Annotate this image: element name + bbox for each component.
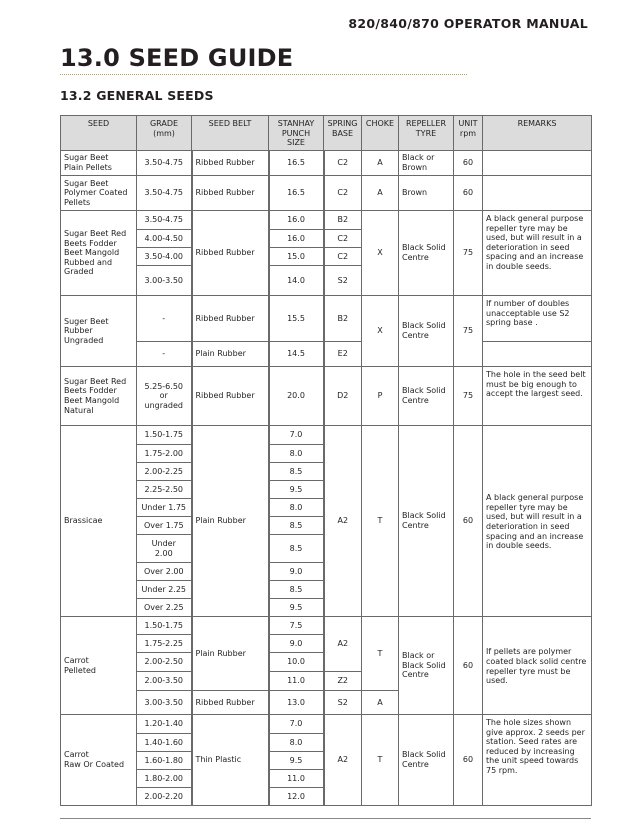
punch-size-cell: 8.5 bbox=[269, 581, 324, 599]
grade-cell: 2.25-2.50 bbox=[137, 481, 192, 499]
unit-rpm-cell: 60 bbox=[454, 151, 483, 176]
grade-cell: Under 2.25 bbox=[137, 581, 192, 599]
remarks-cell bbox=[483, 176, 592, 211]
choke-cell: X bbox=[362, 296, 399, 367]
grade-cell: Under 2.00 bbox=[137, 535, 192, 563]
grade-cell: 1.75-2.25 bbox=[137, 635, 192, 653]
punch-size-cell: 13.0 bbox=[269, 691, 324, 715]
spring-base-cell: Z2 bbox=[324, 672, 362, 691]
grade-cell: Over 2.25 bbox=[137, 599, 192, 617]
punch-size-cell: 8.0 bbox=[269, 734, 324, 752]
choke-cell: T bbox=[362, 426, 399, 617]
punch-size-cell: 10.0 bbox=[269, 653, 324, 672]
table-header-row bbox=[61, 116, 592, 151]
spring-base-cell: S2 bbox=[324, 266, 362, 296]
column-header-seed: SEED bbox=[61, 116, 137, 151]
repeller-tyre-cell: Brown bbox=[399, 176, 454, 211]
punch-size-cell: 8.0 bbox=[269, 445, 324, 463]
punch-size-cell: 11.0 bbox=[269, 672, 324, 691]
seed-belt-cell: Plain Rubber bbox=[192, 426, 269, 617]
spring-base-cell: C2 bbox=[324, 248, 362, 266]
punch-size-cell: 16.0 bbox=[269, 211, 324, 230]
seed-cell: Sugar Beet Red Beets Fodder Beet Mangold Natural bbox=[61, 367, 137, 426]
table-row bbox=[61, 176, 592, 211]
grade-cell: Over 1.75 bbox=[137, 517, 192, 535]
repeller-tyre-cell: Black Solid Centre bbox=[399, 426, 454, 617]
column-header-remarks: REMARKS bbox=[483, 116, 592, 151]
punch-size-cell: 15.0 bbox=[269, 248, 324, 266]
grade-cell: 1.50-1.75 bbox=[137, 426, 192, 445]
seed-belt-cell: Ribbed Rubber bbox=[192, 151, 269, 176]
section-title: 13.0 SEED GUIDE bbox=[60, 44, 294, 72]
punch-size-cell: 16.0 bbox=[269, 230, 324, 248]
grade-cell: 5.25-6.50 or ungraded bbox=[137, 367, 192, 426]
grade-cell: 2.00-2.20 bbox=[137, 788, 192, 806]
table-row bbox=[61, 617, 592, 635]
punch-size-cell: 8.5 bbox=[269, 535, 324, 563]
punch-size-cell: 11.0 bbox=[269, 770, 324, 788]
manual-title: 820/840/870 OPERATOR MANUAL bbox=[348, 16, 588, 31]
punch-size-cell: 7.5 bbox=[269, 617, 324, 635]
unit-rpm-cell: 60 bbox=[454, 617, 483, 715]
punch-size-cell: 16.5 bbox=[269, 176, 324, 211]
page-bottom-rule bbox=[60, 818, 591, 819]
repeller-tyre-cell: Black Solid Centre bbox=[399, 715, 454, 806]
column-header-punch-size: STANHAY PUNCH SIZE bbox=[269, 116, 324, 151]
choke-cell: X bbox=[362, 211, 399, 296]
spring-base-cell: C2 bbox=[324, 151, 362, 176]
table-row bbox=[61, 715, 592, 734]
spring-base-cell: D2 bbox=[324, 367, 362, 426]
unit-rpm-cell: 60 bbox=[454, 426, 483, 617]
punch-size-cell: 20.0 bbox=[269, 367, 324, 426]
grade-cell: Over 2.00 bbox=[137, 563, 192, 581]
column-header-repeller-tyre: REPELLER TYRE bbox=[399, 116, 454, 151]
repeller-tyre-cell: Black or Black Solid Centre bbox=[399, 617, 454, 715]
punch-size-cell: 14.5 bbox=[269, 342, 324, 367]
punch-size-cell: 9.5 bbox=[269, 599, 324, 617]
remarks-cell: The hole sizes shown give approx. 2 seeds per station. Seed rates are reduced by increasing the unit speed towards 75 rpm. bbox=[483, 715, 592, 806]
seed-belt-cell: Ribbed Rubber bbox=[192, 176, 269, 211]
seed-cell: Brassicae bbox=[61, 426, 137, 617]
remarks-cell: If pellets are polymer coated black solid centre repeller tyre must be used. bbox=[483, 617, 592, 715]
punch-size-cell: 14.0 bbox=[269, 266, 324, 296]
punch-size-cell: 12.0 bbox=[269, 788, 324, 806]
column-header-spring-base: SPRING BASE bbox=[324, 116, 362, 151]
unit-rpm-cell: 75 bbox=[454, 211, 483, 296]
grade-cell: - bbox=[137, 296, 192, 342]
choke-cell: T bbox=[362, 715, 399, 806]
choke-cell: A bbox=[362, 176, 399, 211]
seed-cell: Carrot Raw Or Coated bbox=[61, 715, 137, 806]
grade-cell: 3.50-4.75 bbox=[137, 176, 192, 211]
seed-belt-cell: Ribbed Rubber bbox=[192, 211, 269, 296]
grade-cell: 3.50-4.00 bbox=[137, 248, 192, 266]
column-header-unit-rpm: UNIT rpm bbox=[454, 116, 483, 151]
unit-rpm-cell: 60 bbox=[454, 715, 483, 806]
table-row bbox=[61, 296, 592, 342]
punch-size-cell: 7.0 bbox=[269, 715, 324, 734]
punch-size-cell: 9.5 bbox=[269, 481, 324, 499]
remarks-cell: If number of doubles unacceptable use S2 spring base . bbox=[483, 296, 592, 342]
grade-cell: 1.60-1.80 bbox=[137, 752, 192, 770]
remarks-cell: A black general purpose repeller tyre may be used, but will result in a deterioration in seed spacing and an increase in double seeds. bbox=[483, 211, 592, 296]
repeller-tyre-cell: Black or Brown bbox=[399, 151, 454, 176]
punch-size-cell: 8.5 bbox=[269, 463, 324, 481]
table-row bbox=[61, 211, 592, 230]
choke-cell: T bbox=[362, 617, 399, 691]
repeller-tyre-cell: Black Solid Centre bbox=[399, 367, 454, 426]
unit-rpm-cell: 75 bbox=[454, 367, 483, 426]
seed-cell: Sugar Beet Red Beets Fodder Beet Mangold Rubbed and Graded bbox=[61, 211, 137, 296]
choke-cell: A bbox=[362, 151, 399, 176]
spring-base-cell: A2 bbox=[324, 426, 362, 617]
title-divider bbox=[60, 74, 467, 75]
spring-base-cell: A2 bbox=[324, 617, 362, 672]
grade-cell: 1.80-2.00 bbox=[137, 770, 192, 788]
grade-cell: 1.50-1.75 bbox=[137, 617, 192, 635]
column-header-choke: CHOKE bbox=[362, 116, 399, 151]
punch-size-cell: 7.0 bbox=[269, 426, 324, 445]
spring-base-cell: S2 bbox=[324, 691, 362, 715]
grade-cell: 1.40-1.60 bbox=[137, 734, 192, 752]
remarks-cell bbox=[483, 151, 592, 176]
spring-base-cell: B2 bbox=[324, 211, 362, 230]
seed-cell: Sugar Beet Plain Pellets bbox=[61, 151, 137, 176]
seed-cell: Carrot Pelleted bbox=[61, 617, 137, 715]
subsection-title: 13.2 GENERAL SEEDS bbox=[60, 88, 214, 103]
punch-size-cell: 9.5 bbox=[269, 752, 324, 770]
punch-size-cell: 8.5 bbox=[269, 517, 324, 535]
grade-cell: Under 1.75 bbox=[137, 499, 192, 517]
punch-size-cell: 16.5 bbox=[269, 151, 324, 176]
choke-cell: P bbox=[362, 367, 399, 426]
seed-belt-cell: Plain Rubber bbox=[192, 342, 269, 367]
grade-cell: 2.00-2.25 bbox=[137, 463, 192, 481]
seed-belt-cell: Ribbed Rubber bbox=[192, 296, 269, 342]
seed-cell: Suger Beet Rubber Ungraded bbox=[61, 296, 137, 367]
table-row bbox=[61, 342, 592, 367]
grade-cell: 1.75-2.00 bbox=[137, 445, 192, 463]
seed-cell: Sugar Beet Polymer Coated Pellets bbox=[61, 176, 137, 211]
punch-size-cell: 9.0 bbox=[269, 563, 324, 581]
grade-cell: 3.50-4.75 bbox=[137, 211, 192, 230]
grade-cell: 2.00-3.50 bbox=[137, 672, 192, 691]
spring-base-cell: A2 bbox=[324, 715, 362, 806]
repeller-tyre-cell: Black Solid Centre bbox=[399, 296, 454, 367]
seed-guide-table bbox=[60, 115, 592, 806]
spring-base-cell: C2 bbox=[324, 176, 362, 211]
punch-size-cell: 15.5 bbox=[269, 296, 324, 342]
grade-cell: 3.00-3.50 bbox=[137, 691, 192, 715]
table-row bbox=[61, 367, 592, 426]
column-header-seed-belt: SEED BELT bbox=[192, 116, 269, 151]
grade-cell: 3.00-3.50 bbox=[137, 266, 192, 296]
table-row bbox=[61, 151, 592, 176]
punch-size-cell: 8.0 bbox=[269, 499, 324, 517]
remarks-cell: A black general purpose repeller tyre may be used, but will result in a deterioration in seed spacing and an increase in double seeds. bbox=[483, 426, 592, 617]
punch-size-cell: 9.0 bbox=[269, 635, 324, 653]
grade-cell: 1.20-1.40 bbox=[137, 715, 192, 734]
column-header-grade: GRADE (mm) bbox=[137, 116, 192, 151]
grade-cell: 2.00-2.50 bbox=[137, 653, 192, 672]
choke-cell: A bbox=[362, 691, 399, 715]
seed-belt-cell: Thin Plastic bbox=[192, 715, 269, 806]
grade-cell: 4.00-4.50 bbox=[137, 230, 192, 248]
repeller-tyre-cell: Black Solid Centre bbox=[399, 211, 454, 296]
unit-rpm-cell: 60 bbox=[454, 176, 483, 211]
seed-belt-cell: Plain Rubber bbox=[192, 617, 269, 691]
remarks-cell: The hole in the seed belt must be big enough to accept the largest seed. bbox=[483, 367, 592, 426]
table-row bbox=[61, 426, 592, 445]
spring-base-cell: B2 bbox=[324, 296, 362, 342]
spring-base-cell: C2 bbox=[324, 230, 362, 248]
remarks-cell-empty bbox=[483, 342, 592, 367]
unit-rpm-cell: 75 bbox=[454, 296, 483, 367]
seed-belt-cell: Ribbed Rubber bbox=[192, 367, 269, 426]
seed-belt-cell: Ribbed Rubber bbox=[192, 691, 269, 715]
grade-cell: 3.50-4.75 bbox=[137, 151, 192, 176]
spring-base-cell: E2 bbox=[324, 342, 362, 367]
grade-cell: - bbox=[137, 342, 192, 367]
